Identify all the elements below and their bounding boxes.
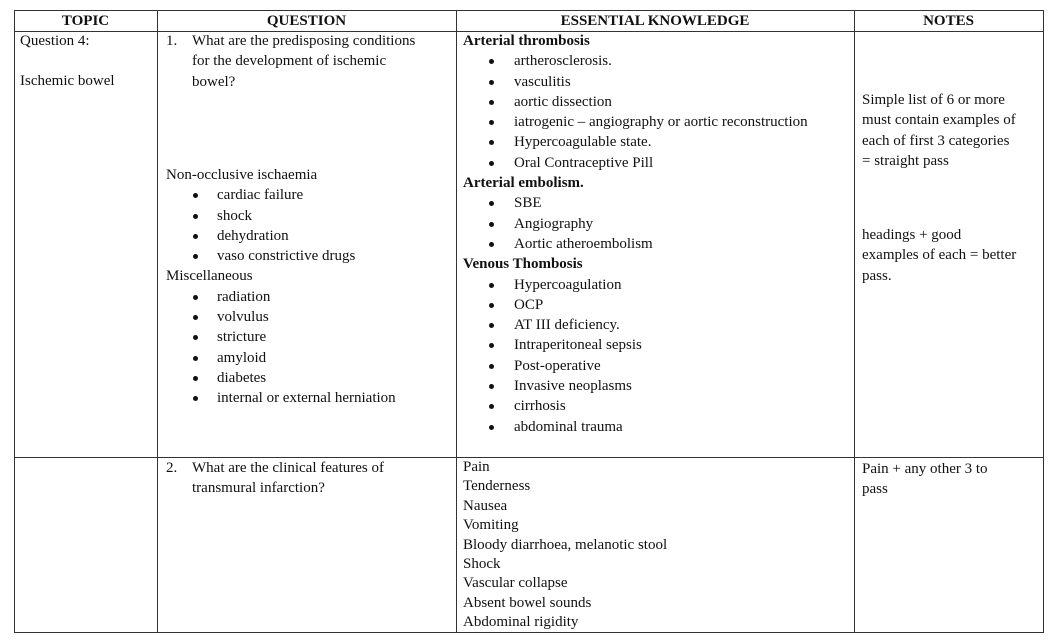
list-item: Intraperitoneal sepsis (463, 335, 851, 355)
question-line: transmural infarction? (192, 480, 325, 497)
rule-col4 (854, 10, 855, 632)
question-line: What are the predisposing conditions (192, 33, 416, 49)
bullet-icon (193, 315, 198, 320)
bullet-icon (489, 222, 494, 227)
list-item: cardiac failure (166, 185, 451, 205)
list-item: vaso constrictive drugs (166, 246, 451, 266)
list-item: internal or external herniation (166, 388, 451, 408)
bullet-icon (193, 254, 198, 259)
question-line: What are the clinical features of (192, 460, 384, 476)
topic-question-number: Question 4: (20, 33, 90, 49)
feature-item: Vomiting (463, 517, 519, 534)
question-number: 2. (166, 460, 178, 476)
section-heading: Miscellaneous (166, 268, 253, 285)
list-item: Aortic atheroembolism (463, 234, 851, 254)
bullet-icon (489, 303, 494, 308)
list-item: Hypercoagulable state. (463, 132, 851, 152)
list-item: Post-operative (463, 356, 851, 376)
list-item: iatrogenic – angiography or aortic reconstruction (463, 112, 851, 132)
bullet-icon (193, 234, 198, 239)
bullet-icon (489, 100, 494, 105)
rule-right (1043, 10, 1044, 632)
bullet-icon (193, 193, 198, 198)
feature-item: Tenderness (463, 478, 531, 495)
note-line: headings + good (862, 227, 962, 243)
notes-cell-2 (862, 459, 1040, 500)
bullet-icon (489, 404, 494, 409)
list-item: abdominal trauma (463, 417, 851, 437)
list-item: SBE (463, 193, 851, 213)
non-occlusive-section (166, 165, 451, 409)
list-item: radiation (166, 287, 451, 307)
feature-item: Shock (463, 556, 501, 573)
list-item: volvulus (166, 307, 451, 327)
note-line: examples of each = better (862, 247, 1017, 264)
question-cell-2 (166, 458, 451, 499)
question-cell-1 (166, 31, 451, 92)
header-essential-knowledge: ESSENTIAL KNOWLEDGE (560, 13, 750, 29)
bullet-icon (193, 335, 198, 340)
list-item: AT III deficiency. (463, 315, 851, 335)
list-item: shock (166, 206, 451, 226)
feature-item: Nausea (463, 497, 508, 514)
list-item: aortic dissection (463, 92, 851, 112)
bullet-icon (489, 364, 494, 369)
bullet-icon (193, 295, 198, 300)
list-item: stricture (166, 327, 451, 347)
essential-knowledge-cell-2 (463, 458, 851, 633)
notes-cell-1a (862, 90, 1040, 171)
note-line: = straight pass (862, 152, 949, 169)
section-heading: Arterial embolism. (463, 175, 584, 192)
topic-title: Ischemic bowel (20, 73, 115, 90)
feature-item: Pain (463, 459, 490, 475)
list-item: amyloid (166, 348, 451, 368)
bullet-icon (489, 59, 494, 64)
question-line: bowel? (192, 73, 236, 90)
notes-cell-1b (862, 225, 1040, 286)
rule-left (14, 10, 15, 632)
bullet-icon (193, 356, 198, 361)
section-heading: Venous Thombosis (463, 256, 583, 273)
bullet-icon (489, 161, 494, 166)
question-number: 1. (166, 33, 178, 49)
feature-item: Bloody diarrhoea, melanotic stool (463, 536, 668, 553)
list-item: dehydration (166, 226, 451, 246)
bullet-icon (489, 283, 494, 288)
bullet-icon (193, 214, 198, 219)
list-item: Angiography (463, 214, 851, 234)
bullet-icon (489, 242, 494, 247)
list-item: cirrhosis (463, 396, 851, 416)
topic-cell (20, 31, 115, 92)
bullet-icon (489, 201, 494, 206)
bullet-icon (489, 343, 494, 348)
feature-item: Abdominal rigidity (463, 614, 579, 631)
bullet-icon (193, 396, 198, 401)
rule-col2 (157, 10, 158, 632)
list-item: Hypercoagulation (463, 275, 851, 295)
section-heading: Non-occlusive ischaemia (166, 167, 318, 183)
bullet-icon (193, 376, 198, 381)
rule-col3 (456, 10, 457, 632)
bullet-icon (489, 323, 494, 328)
note-line: each of first 3 categories (862, 132, 1010, 149)
bullet-icon (489, 384, 494, 389)
note-line: Simple list of 6 or more (862, 92, 1005, 108)
list-item: vasculitis (463, 72, 851, 92)
list-item: diabetes (166, 368, 451, 388)
list-item: Invasive neoplasms (463, 376, 851, 396)
section-heading: Arterial thrombosis (463, 33, 590, 49)
header-notes: NOTES (923, 13, 974, 29)
note-line: pass (862, 481, 888, 498)
bullet-icon (489, 80, 494, 85)
list-item: OCP (463, 295, 851, 315)
header-question: QUESTION (266, 13, 347, 29)
bullet-icon (489, 140, 494, 145)
note-line: pass. (862, 267, 892, 284)
list-item: Oral Contraceptive Pill (463, 153, 851, 173)
header-topic: TOPIC (61, 13, 110, 29)
question-line: for the development of ischemic (192, 53, 387, 70)
bullet-icon (489, 425, 494, 430)
feature-item: Vascular collapse (463, 575, 568, 592)
note-line: must contain examples of (862, 112, 1016, 129)
list-item: artherosclerosis. (463, 51, 851, 71)
note-line: Pain + any other 3 to (862, 461, 988, 477)
essential-knowledge-cell-1 (463, 31, 851, 437)
feature-item: Absent bowel sounds (463, 594, 592, 611)
bullet-icon (489, 120, 494, 125)
